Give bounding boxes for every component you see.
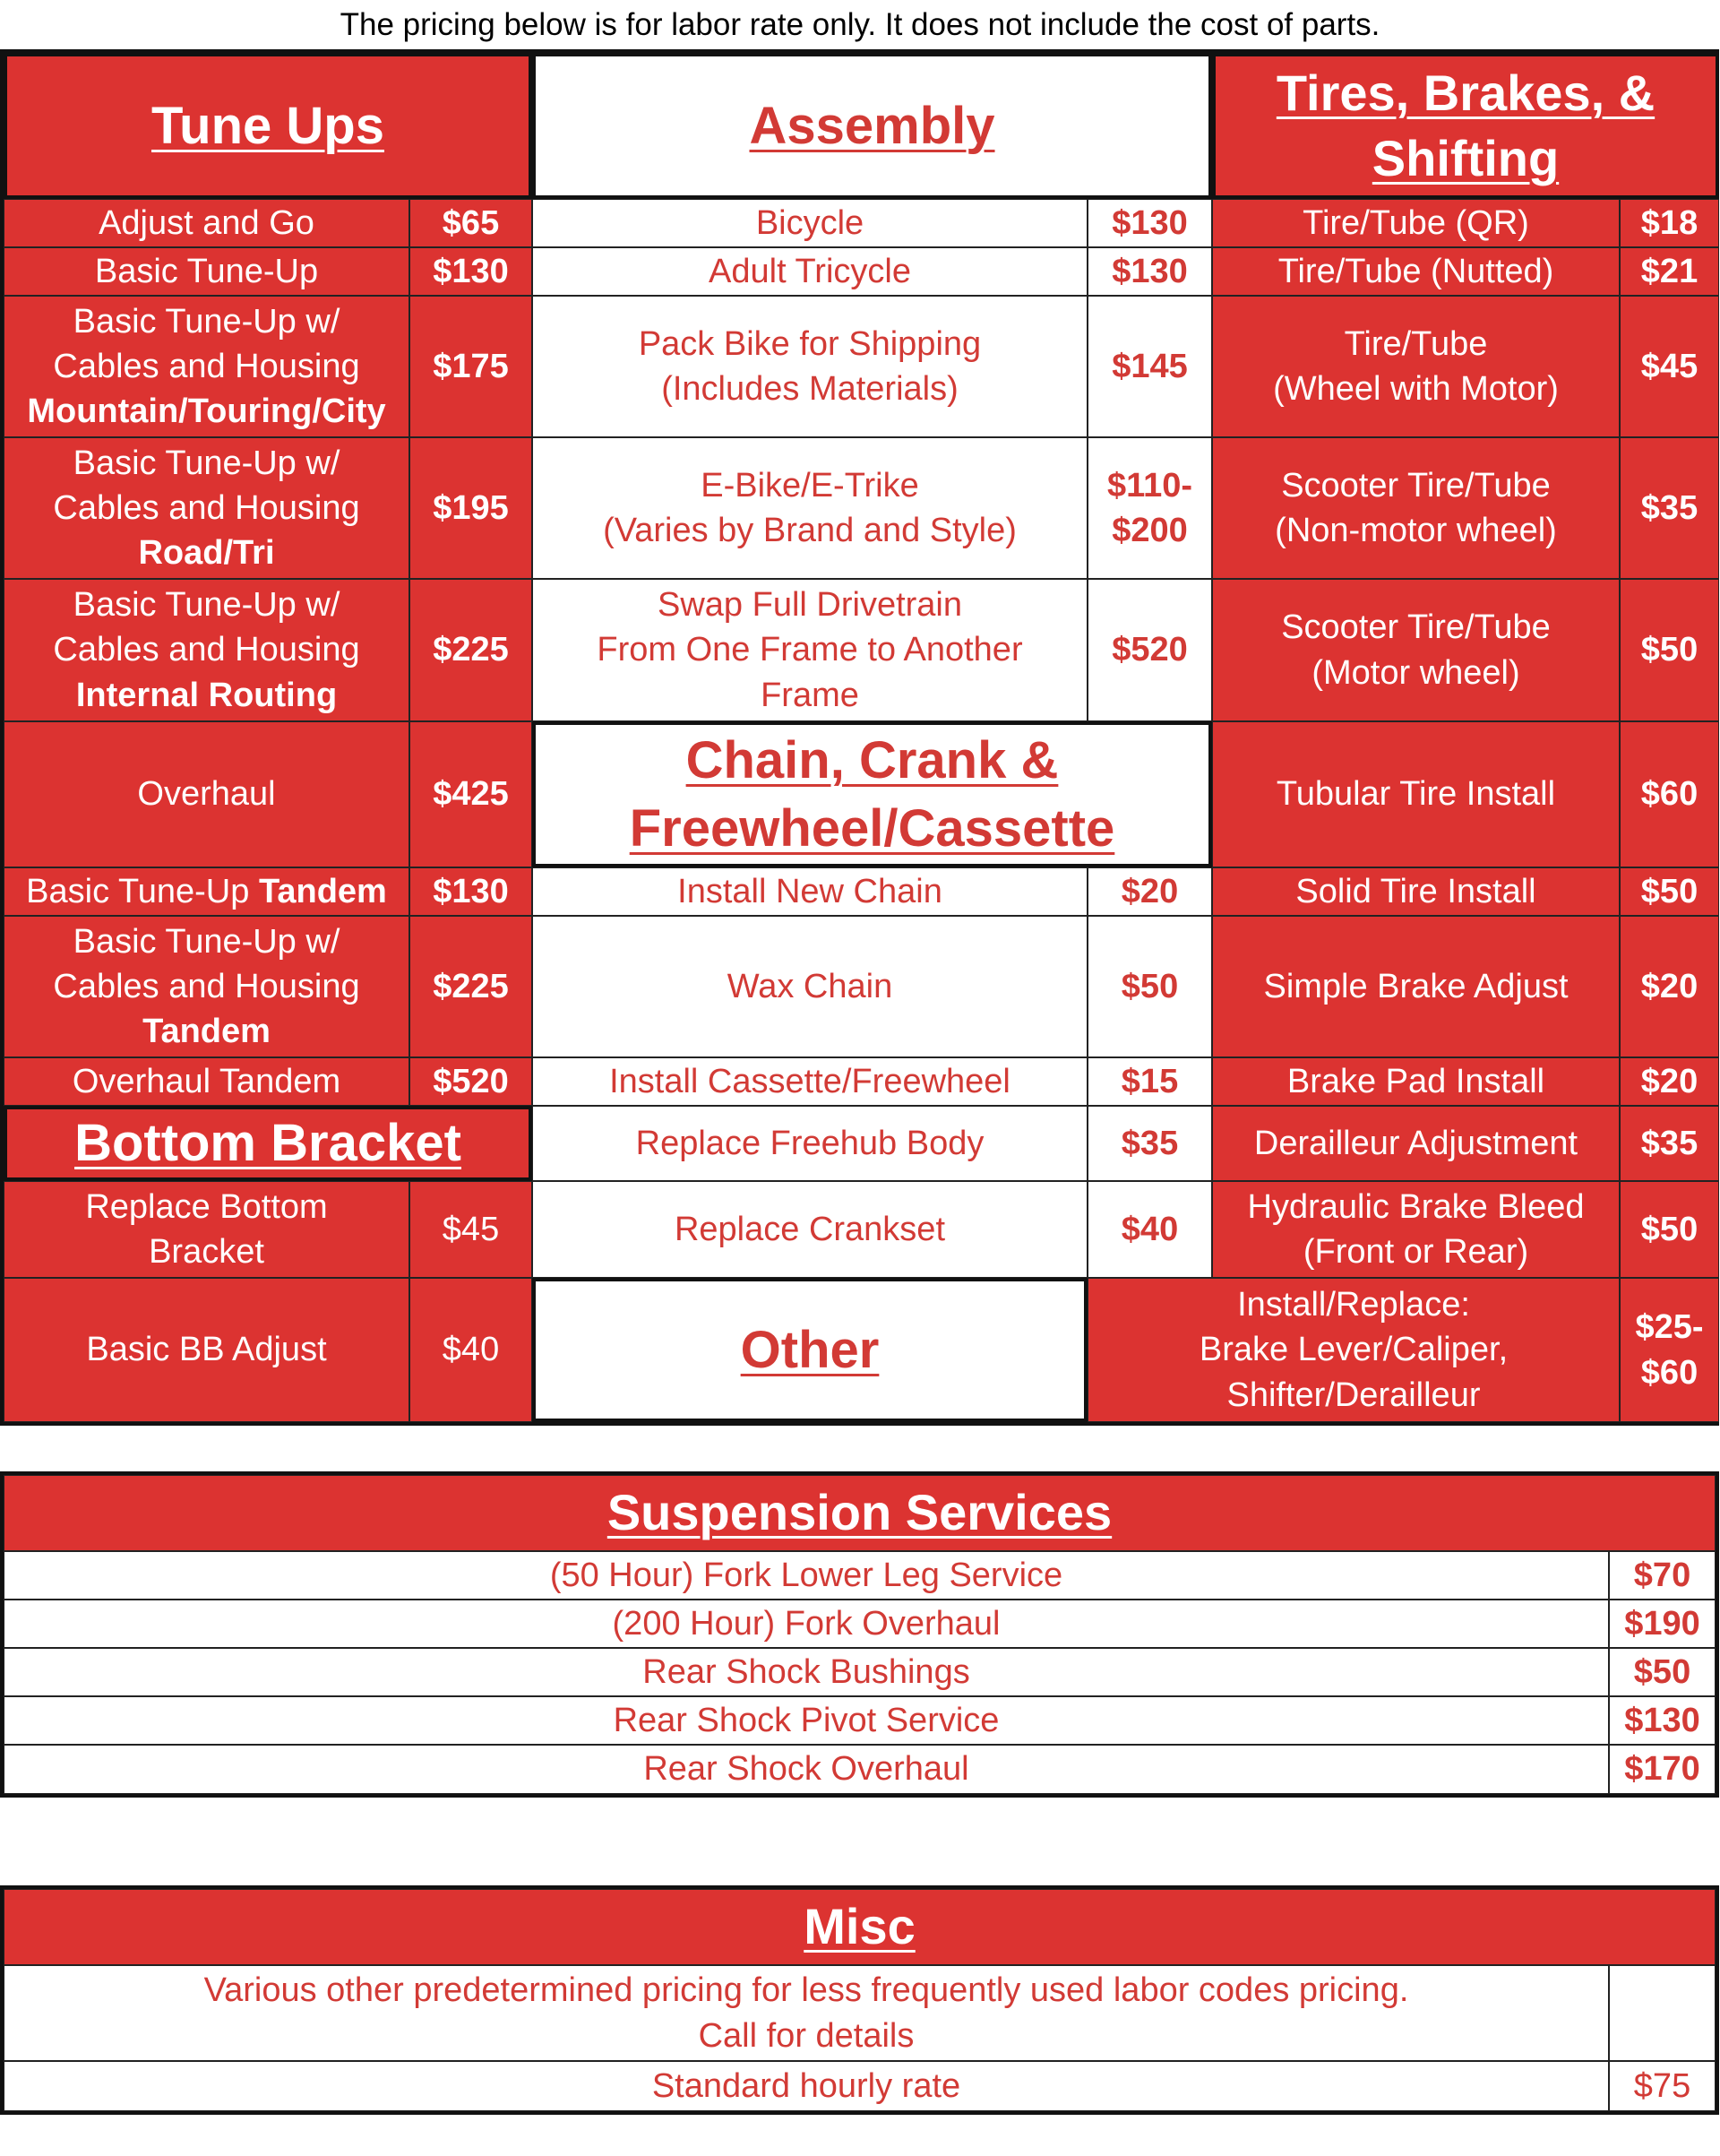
tires-price: $20 <box>1620 1057 1719 1106</box>
suspension-price: $70 <box>1609 1551 1716 1600</box>
other-header: Other <box>532 1278 1088 1422</box>
tune-up-label: Overhaul Tandem <box>4 1057 409 1106</box>
chain-label: Install New Chain <box>532 867 1088 916</box>
tires-label: Scooter Tire/Tube (Non-motor wheel) <box>1212 437 1620 579</box>
tires-label: Scooter Tire/Tube (Motor wheel) <box>1212 579 1620 721</box>
assembly-price: $520 <box>1088 579 1212 721</box>
tires-label: Tubular Tire Install <box>1212 721 1620 867</box>
tune-up-price: $225 <box>409 916 532 1057</box>
tune-up-label: Overhaul <box>4 721 409 867</box>
tune-up-label: Basic Tune-Up <box>4 247 409 296</box>
bottom-bracket-price: $45 <box>409 1181 532 1278</box>
assembly-label: E-Bike/E-Trike (Varies by Brand and Style) <box>532 437 1088 579</box>
tires-price: $18 <box>1620 199 1719 247</box>
tune-up-label: Basic Tune-Up w/ Cables and Housing Internal Routing <box>4 579 409 721</box>
tune-up-price: $195 <box>409 437 532 579</box>
tune-up-price: $65 <box>409 199 532 247</box>
misc-label: Various other predetermined pricing for less frequently used labor codes pricing. Call for details <box>4 1965 1609 2061</box>
chain-price: $15 <box>1088 1057 1212 1106</box>
chain-crank-header: Chain, Crank & Freewheel/Cassette <box>532 721 1212 867</box>
tires-price: $45 <box>1620 296 1719 437</box>
bottom-bracket-label: Replace Bottom Bracket <box>4 1181 409 1278</box>
tune-up-price: $225 <box>409 579 532 721</box>
pricing-grid <box>0 49 1719 1426</box>
tires-label: Hydraulic Brake Bleed (Front or Rear) <box>1212 1181 1620 1278</box>
assembly-price: $145 <box>1088 296 1212 437</box>
tires-price: $60 <box>1620 721 1719 867</box>
tune-up-label: Basic Tune-Up w/ Cables and Housing Mountain/Touring/City <box>4 296 409 437</box>
tires-label: Tire/Tube (QR) <box>1212 199 1620 247</box>
suspension-label: (50 Hour) Fork Lower Leg Service <box>4 1551 1609 1600</box>
tires-label: Brake Pad Install <box>1212 1057 1620 1106</box>
tires-price: $50 <box>1620 867 1719 916</box>
tires-price: $35 <box>1620 437 1719 579</box>
misc-header: Misc <box>4 1889 1716 1965</box>
bottom-bracket-price: $40 <box>409 1278 532 1422</box>
assembly-label: Swap Full Drivetrain From One Frame to Another Frame <box>532 579 1088 721</box>
chain-label: Wax Chain <box>532 916 1088 1057</box>
chain-label: Replace Freehub Body <box>532 1106 1088 1181</box>
tires-label: Solid Tire Install <box>1212 867 1620 916</box>
assembly-price: $130 <box>1088 247 1212 296</box>
tires-label: Install/Replace: Brake Lever/Caliper, Shifter/Derailleur <box>1088 1278 1620 1422</box>
suspension-services-table <box>0 1471 1719 1798</box>
tune-up-price: $175 <box>409 296 532 437</box>
chain-price: $35 <box>1088 1106 1212 1181</box>
suspension-price: $50 <box>1609 1648 1716 1696</box>
assembly-header: Assembly <box>532 53 1212 199</box>
suspension-price: $170 <box>1609 1745 1716 1794</box>
assembly-price: $110- $200 <box>1088 437 1212 579</box>
tires-price: $25- $60 <box>1620 1278 1719 1422</box>
assembly-label: Pack Bike for Shipping (Includes Materials) <box>532 296 1088 437</box>
chain-label: Replace Crankset <box>532 1181 1088 1278</box>
assembly-price: $130 <box>1088 199 1212 247</box>
tires-label: Tire/Tube (Wheel with Motor) <box>1212 296 1620 437</box>
tires-price: $50 <box>1620 1181 1719 1278</box>
chain-price: $50 <box>1088 916 1212 1057</box>
tune-up-price: $520 <box>409 1057 532 1106</box>
tires-label: Simple Brake Adjust <box>1212 916 1620 1057</box>
tune-up-price: $130 <box>409 867 532 916</box>
suspension-price: $130 <box>1609 1696 1716 1745</box>
tune-up-price: $425 <box>409 721 532 867</box>
tune-ups-header: Tune Ups <box>4 53 532 199</box>
suspension-label: Rear Shock Bushings <box>4 1648 1609 1696</box>
tires-price: $50 <box>1620 579 1719 721</box>
tune-up-price: $130 <box>409 247 532 296</box>
misc-price <box>1609 1965 1716 2061</box>
labor-rate-notice: The pricing below is for labor rate only. It does not include the cost of parts. <box>340 7 1380 42</box>
tune-up-label: Basic Tune-Up w/ Cables and Housing Road/Tri <box>4 437 409 579</box>
tires-price: $21 <box>1620 247 1719 296</box>
bottom-bracket-label: Basic BB Adjust <box>4 1278 409 1422</box>
misc-table <box>0 1885 1719 2115</box>
assembly-label: Adult Tricycle <box>532 247 1088 296</box>
tune-up-label: Basic Tune-Up Tandem <box>4 867 409 916</box>
suspension-label: Rear Shock Pivot Service <box>4 1696 1609 1745</box>
misc-price: $75 <box>1609 2061 1716 2111</box>
assembly-label: Bicycle <box>532 199 1088 247</box>
tune-up-label: Basic Tune-Up w/ Cables and Housing Tandem <box>4 916 409 1057</box>
tires-label: Tire/Tube (Nutted) <box>1212 247 1620 296</box>
chain-price: $40 <box>1088 1181 1212 1278</box>
misc-label: Standard hourly rate <box>4 2061 1609 2111</box>
tires-price: $20 <box>1620 916 1719 1057</box>
suspension-header: Suspension Services <box>4 1475 1716 1551</box>
suspension-price: $190 <box>1609 1600 1716 1648</box>
tires-price: $35 <box>1620 1106 1719 1181</box>
tires-brakes-shifting-header: Tires, Brakes, & Shifting <box>1212 53 1719 199</box>
chain-label: Install Cassette/Freewheel <box>532 1057 1088 1106</box>
bottom-bracket-header: Bottom Bracket <box>4 1106 532 1181</box>
suspension-label: Rear Shock Overhaul <box>4 1745 1609 1794</box>
chain-price: $20 <box>1088 867 1212 916</box>
suspension-label: (200 Hour) Fork Overhaul <box>4 1600 1609 1648</box>
tune-up-label: Adjust and Go <box>4 199 409 247</box>
tires-label: Derailleur Adjustment <box>1212 1106 1620 1181</box>
